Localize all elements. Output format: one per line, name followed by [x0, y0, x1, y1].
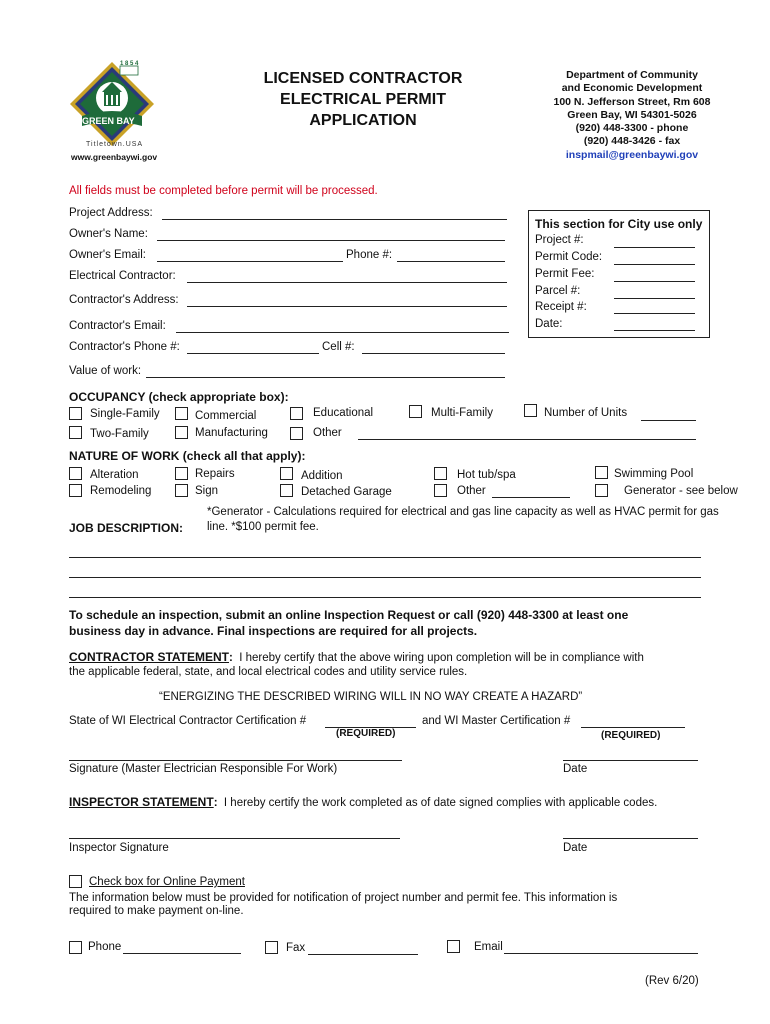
generator-label: Generator - see below [624, 485, 738, 497]
single-family-label: Single-Family [90, 408, 160, 420]
contractor-signature-label: Signature (Master Electrician Responsible For Work) [69, 763, 338, 775]
dept-line: Green Bay, WI 54301-5026 [567, 108, 697, 121]
energizing-statement: “ENERGIZING THE DESCRIBED WIRING WILL IN NO WAY CREATE A HAZARD” [159, 691, 583, 703]
dept-email-link[interactable]: inspmail@greenbaywi.gov [565, 148, 699, 161]
dept-line: (920) 448-3426 - fax [583, 135, 681, 148]
two-family-checkbox[interactable] [69, 426, 82, 439]
multi-family-label: Multi-Family [431, 407, 493, 419]
contractor-statement-text: the applicable federal, state, and local electrical codes and utility service rules. [69, 666, 468, 678]
title-line: ELECTRICAL PERMIT [280, 91, 446, 108]
email-notify-label: Email [474, 941, 503, 953]
contractor-phone-label: Contractor's Phone #: [69, 341, 180, 353]
number-of-units-label: Number of Units [544, 407, 628, 419]
nature-heading: NATURE OF WORK (check all that apply): [69, 449, 306, 463]
cell-field[interactable] [362, 353, 505, 354]
inspector-statement [69, 795, 657, 809]
number-of-units-checkbox[interactable] [524, 404, 537, 417]
email-notify-checkbox[interactable] [447, 940, 460, 953]
owner-name-label: Owner's Name: [69, 228, 148, 240]
online-payment-label: Check box for Online Payment [89, 876, 245, 888]
phone-notify-checkbox[interactable] [69, 941, 82, 954]
master-cert-label: and WI Master Certification # [422, 715, 571, 727]
logo-tagline: Titletown.USA [86, 141, 144, 148]
commercial-checkbox[interactable] [175, 407, 188, 420]
inspector-signature-field[interactable] [69, 838, 400, 839]
other-work-checkbox[interactable] [434, 484, 447, 497]
phone-label: Phone #: [346, 249, 393, 261]
logo-year: 1 8 5 4 [120, 61, 139, 67]
job-description-line[interactable] [69, 597, 701, 598]
occupancy-heading: OCCUPANCY (check appropriate box): [69, 390, 289, 404]
schedule-note: business day in advance. Final inspections are required for all projects. [69, 624, 478, 638]
manufacturing-checkbox[interactable] [175, 426, 188, 439]
contractor-statement-label: CONTRACTOR STATEMENT [69, 650, 229, 664]
other-occupancy-checkbox[interactable] [290, 427, 303, 440]
hot-tub-label: Hot tub/spa [457, 469, 516, 481]
contractor-statement-colon: : [229, 652, 233, 664]
inspector-statement-text: I hereby certify the work completed as of date signed complies with applicable codes. [223, 797, 658, 809]
fax-notify-field[interactable] [308, 954, 418, 955]
city-parcel-field[interactable] [614, 298, 695, 299]
electrical-contractor-field[interactable] [187, 282, 507, 283]
cell-label: Cell #: [322, 341, 355, 353]
generator-note: *Generator - Calculations required for electrical and gas line capacity as well as HVAC permit for gas [207, 506, 719, 518]
city-use-item: Parcel #: [535, 285, 581, 297]
contractor-date-label: Date [563, 763, 588, 775]
required-tag: (REQUIRED) [601, 730, 661, 741]
project-address-field[interactable] [162, 219, 507, 220]
value-of-work-label: Value of work: [69, 365, 142, 377]
city-use-item: Receipt #: [535, 301, 587, 313]
phone-notify-field[interactable] [123, 953, 241, 954]
repairs-checkbox[interactable] [175, 467, 188, 480]
online-payment-checkbox[interactable] [69, 875, 82, 888]
single-family-checkbox[interactable] [69, 407, 82, 420]
inspector-signature-label: Inspector Signature [69, 842, 169, 854]
email-notify-field[interactable] [504, 953, 698, 954]
master-cert-field[interactable] [581, 727, 685, 728]
phone-notify-label: Phone [88, 941, 122, 953]
dept-line: and Economic Development [561, 82, 703, 95]
other-occupancy-label: Other [313, 427, 342, 439]
inspector-date-label: Date [563, 842, 588, 854]
swimming-pool-label: Swimming Pool [614, 468, 694, 480]
contractor-phone-field[interactable] [187, 353, 319, 354]
contractor-signature-field[interactable] [69, 760, 402, 761]
contractor-email-field[interactable] [176, 332, 509, 333]
website: www.greenbaywi.gov [71, 152, 158, 162]
green-bay-seal-icon [62, 58, 162, 153]
city-use-item: Project #: [535, 234, 584, 246]
required-notice: All fields must be completed before permit will be processed. [69, 185, 378, 197]
contractor-address-label: Contractor's Address: [69, 294, 179, 306]
form-title [233, 68, 493, 131]
remodeling-label: Remodeling [90, 485, 152, 497]
educational-label: Educational [313, 407, 374, 419]
schedule-note: To schedule an inspection, submit an online Inspection Request or call (920) 448-3300 at least one [69, 608, 629, 622]
generator-note: line. *$100 permit fee. [207, 521, 319, 533]
owner-email-field[interactable] [157, 261, 343, 262]
job-description-line[interactable] [69, 557, 701, 558]
hot-tub-checkbox[interactable] [434, 467, 447, 480]
swimming-pool-checkbox[interactable] [595, 466, 608, 479]
repairs-label: Repairs [195, 468, 235, 480]
contractor-address-field[interactable] [187, 306, 507, 307]
electrical-contractor-label: Electrical Contractor: [69, 270, 176, 282]
commercial-label: Commercial [195, 410, 257, 422]
dept-line: Department of Community [566, 69, 698, 81]
remodeling-checkbox[interactable] [69, 484, 82, 497]
dept-line: 100 N. Jefferson Street, Rm 608 [553, 95, 711, 108]
generator-checkbox[interactable] [595, 484, 608, 497]
required-tag: (REQUIRED) [336, 728, 396, 739]
two-family-label: Two-Family [90, 428, 149, 440]
title-line: APPLICATION [309, 112, 417, 129]
owner-email-label: Owner's Email: [69, 249, 146, 261]
contractor-statement [69, 650, 644, 664]
dept-line: (920) 448-3300 - phone [575, 122, 689, 135]
online-payment-text: required to make payment on-line. [69, 905, 244, 917]
sign-checkbox[interactable] [175, 484, 188, 497]
inspector-statement-label: INSPECTOR STATEMENT [69, 795, 214, 809]
contractor-statement-text: I hereby certify that the above wiring upon completion will be in compliance with [239, 652, 644, 664]
addition-checkbox[interactable] [280, 467, 293, 480]
city-permit-fee-field[interactable] [614, 281, 695, 282]
city-date-field[interactable] [614, 330, 695, 331]
detached-garage-label: Detached Garage [301, 486, 392, 498]
city-permit-code-field[interactable] [614, 264, 695, 265]
city-use-heading: This section for City use only [535, 217, 703, 231]
fax-notify-label: Fax [286, 942, 306, 954]
project-address-label: Project Address: [69, 207, 153, 219]
manufacturing-label: Manufacturing [195, 427, 268, 439]
title-line: LICENSED CONTRACTOR [263, 70, 463, 87]
value-of-work-field[interactable] [146, 377, 505, 378]
alteration-label: Alteration [90, 469, 139, 481]
logo-name: GREEN BAY [82, 116, 135, 126]
city-receipt-field[interactable] [614, 313, 695, 314]
educational-checkbox[interactable] [290, 407, 303, 420]
inspector-statement-colon: : [213, 797, 218, 809]
department-info [517, 69, 747, 162]
city-use-item: Date: [535, 318, 563, 330]
city-use-item: Permit Code: [535, 251, 603, 263]
contractor-email-label: Contractor's Email: [69, 320, 166, 332]
sign-label: Sign [195, 485, 219, 497]
inspector-date-field[interactable] [563, 838, 698, 839]
job-description-label: JOB DESCRIPTION: [69, 521, 184, 535]
job-description-line[interactable] [69, 577, 701, 578]
contractor-cert-label: State of WI Electrical Contractor Certification # [69, 715, 307, 727]
alteration-checkbox[interactable] [69, 467, 82, 480]
multi-family-checkbox[interactable] [409, 405, 422, 418]
addition-label: Addition [301, 470, 343, 482]
city-project-field[interactable] [614, 247, 695, 248]
city-logo [62, 58, 162, 153]
other-occupancy-field[interactable] [358, 439, 696, 440]
owner-name-field[interactable] [157, 240, 505, 241]
online-payment-text: The information below must be provided for notification of project number and permit fee. This information is [69, 892, 618, 904]
city-use-item: Permit Fee: [535, 268, 595, 280]
other-work-label: Other [457, 485, 486, 497]
number-of-units-field[interactable] [641, 420, 696, 421]
contractor-date-field[interactable] [563, 760, 698, 761]
other-work-field[interactable] [492, 497, 570, 498]
detached-garage-checkbox[interactable] [280, 484, 293, 497]
revision-label: (Rev 6/20) [645, 975, 699, 987]
fax-notify-checkbox[interactable] [265, 941, 278, 954]
phone-field[interactable] [397, 261, 505, 262]
